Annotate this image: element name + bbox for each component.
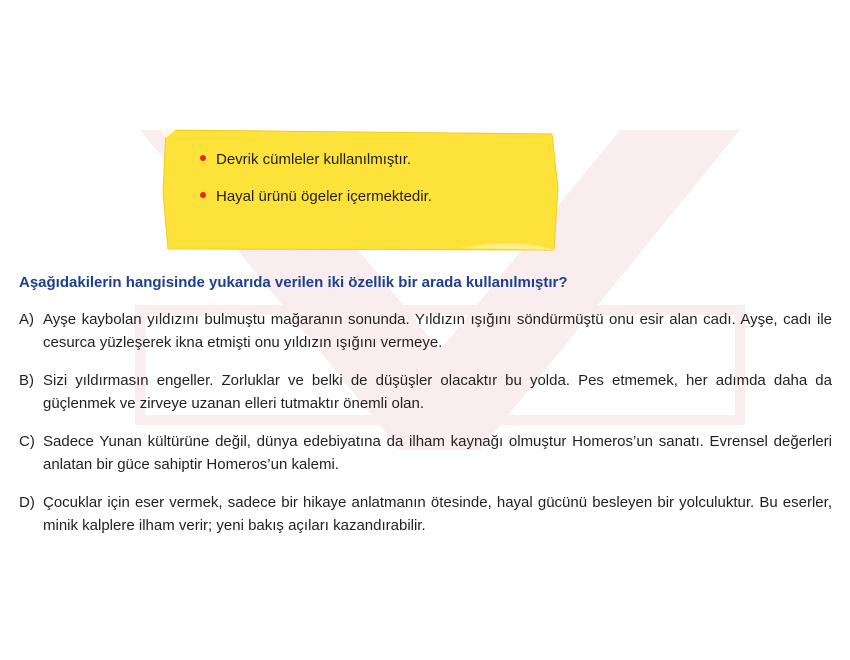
option-a[interactable] [19,308,832,354]
option-text: Ayşe kaybolan yıldızını bulmuştu mağaranın sonunda. Yıldızın ışığını söndürmüştü onu esir alan cadı. Ayşe, cadı ile cesurca yüzleşerek ikna etmişti onu yıldızın ışığını vermeye. [43,311,832,351]
option-text: Sadece Yunan kültürüne değil, dünya edebiyatına da ilham kaynağı olmuştur Homeros’un sanatı. Evrensel değerleri anlatan bir güce sahiptir Homeros’un kalemi. [43,433,832,473]
bullet-icon [200,155,206,161]
features-note [160,128,560,253]
answer-options [19,308,832,552]
option-text: Sizi yıldırmasın engeller. Zorluklar ve belki de düşüşler olacaktır bu yolda. Pes etmemek, her adımda daha da güçlenmek ve zirveye uzanan elleri tutmaktır önemli olan. [43,372,832,412]
features-list [200,150,432,224]
option-letter: C) [19,433,35,450]
question-stem: Aşağıdakilerin hangisinde yukarıda verilen iki özellik bir arada kullanılmıştır? [19,274,568,291]
feature-item-2 [200,187,432,207]
option-letter: D) [19,494,35,511]
option-letter: B) [19,372,34,389]
option-d[interactable] [19,491,832,537]
feature-text: Devrik cümleler kullanılmıştır. [216,151,412,168]
option-letter: A) [19,311,34,328]
option-text: Çocuklar için eser vermek, sadece bir hikaye anlatmanın ötesinde, hayal gücünü besleyen bir yolculuktur. Bu eserler, minik kalplere ilham verir; yeni bakış açıları kazandırabilir. [43,494,832,534]
feature-text: Hayal ürünü ögeler içermektedir. [216,188,432,205]
option-c[interactable] [19,430,832,476]
feature-item-1 [200,150,432,170]
bullet-icon [200,192,206,198]
option-b[interactable] [19,369,832,415]
